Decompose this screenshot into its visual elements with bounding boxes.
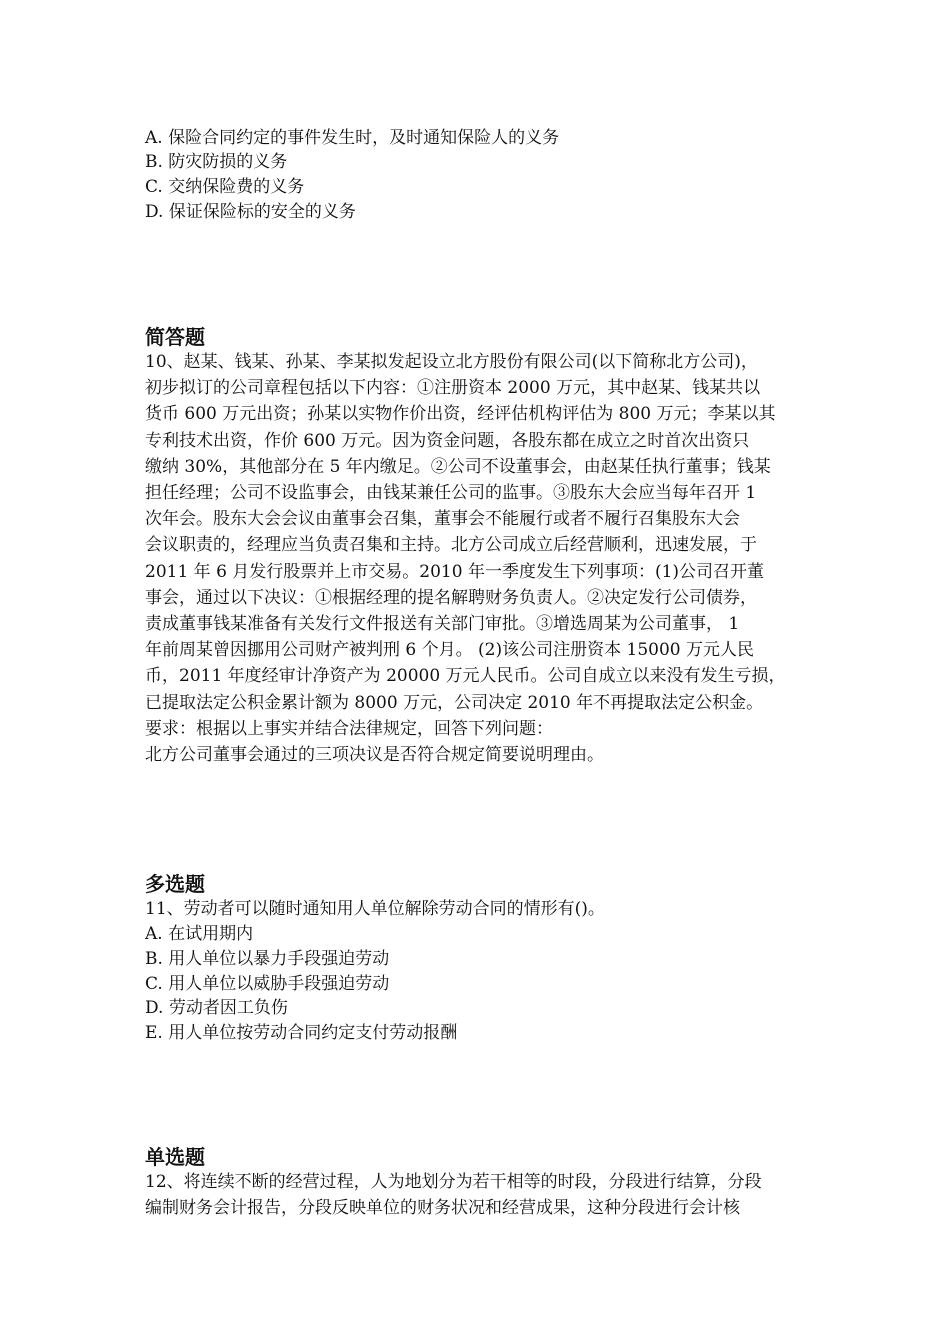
q10-line: 专利技术出资，作价 600 万元。因为资金问题，各股东都在成立之时首次出资只 (145, 430, 750, 451)
q9-option-b: B. 防灾防损的义务 (145, 152, 288, 172)
q9-option-a: A. 保险合同约定的事件发生时，及时通知保险人的义务 (145, 128, 560, 148)
q10-line: 次年会。股东大会会议由董事会召集，董事会不能履行或者不履行召集股东大会 (145, 509, 740, 530)
q10-line: 年前周某曾因挪用公司财产被判刑 6 个月。 (2)该公司注册资本 15000 万元人民 (145, 640, 754, 661)
q10-line: 2011 年 6 月发行股票并上市交易。2010 年一季度发生下列事项：(1)公司召开董 (145, 561, 765, 582)
section-heading-short-answer: 简答题 (145, 325, 205, 349)
q10-line: 事会，通过以下决议：①根据经理的提名解聘财务负责人。②决定发行公司债券， (145, 587, 757, 608)
q12-paragraph (145, 1169, 820, 1221)
q10-line: 币，2011 年度经审计净资产为 20000 万元人民币。公司自成立以来没有发生亏损， (145, 666, 786, 687)
q10-line: 已提取法定公积金累计额为 8000 万元，公司决定 2010 年不再提取法定公积金。 (145, 692, 764, 713)
q10-line: 10、赵某、钱某、孙某、李某拟发起设立北方股份有限公司(以下简称北方公司)， (145, 352, 758, 372)
q11-question: 11、劳动者可以随时通知用人单位解除劳动合同的情形有()。 (145, 899, 605, 919)
q10-line: 初步拟订的公司章程包括以下内容：①注册资本 2000 万元，其中赵某、钱某共以 (145, 378, 761, 399)
q9-option-c: C. 交纳保险费的义务 (145, 177, 305, 197)
q12-line: 编制财务会计报告，分段反映单位的财务状况和经营成果，这种分段进行会计核 (145, 1198, 740, 1219)
q10-line: 会议职责的，经理应当负责召集和主持。北方公司成立后经营顺利，迅速发展，于 (145, 535, 757, 556)
q11-option-a: A. 在试用期内 (145, 924, 254, 944)
q11-option-e: E. 用人单位按劳动合同约定支付劳动报酬 (145, 1023, 458, 1043)
section-heading-multiple-choice: 多选题 (145, 872, 205, 896)
q10-line: 北方公司董事会通过的三项决议是否符合规定简要说明理由。 (145, 745, 604, 766)
q11-option-d: D. 劳动者因工负伤 (145, 998, 288, 1018)
q12-line: 12、将连续不断的经营过程，人为地划分为若干相等的时段，分段进行结算，分段 (145, 1172, 762, 1192)
q10-line: 要求：根据以上事实并结合法律规定，回答下列问题： (145, 718, 553, 739)
q9-option-d: D. 保证保险标的安全的义务 (145, 202, 356, 222)
q10-line: 责成董事钱某准备有关发行文件报送有关部门审批。③增选周某为公司董事， 1 (145, 614, 740, 635)
q10-line: 缴纳 30%，其他部分在 5 年内缴足。②公司不设董事会，由赵某任执行董事；钱某 (145, 456, 771, 477)
q11-option-b: B. 用人单位以暴力手段强迫劳动 (145, 949, 390, 969)
q10-line: 货币 600 万元出资；孙某以实物作价出资，经评估机构评估为 800 万元；李某以其 (145, 404, 776, 425)
section-heading-single-choice: 单选题 (145, 1145, 205, 1169)
q11-option-c: C. 用人单位以威胁手段强迫劳动 (145, 974, 390, 994)
q10-paragraph (145, 349, 820, 768)
q10-line: 担任经理；公司不设监事会，由钱某兼任公司的监事。③股东大会应当每年召开 1 (145, 483, 757, 504)
